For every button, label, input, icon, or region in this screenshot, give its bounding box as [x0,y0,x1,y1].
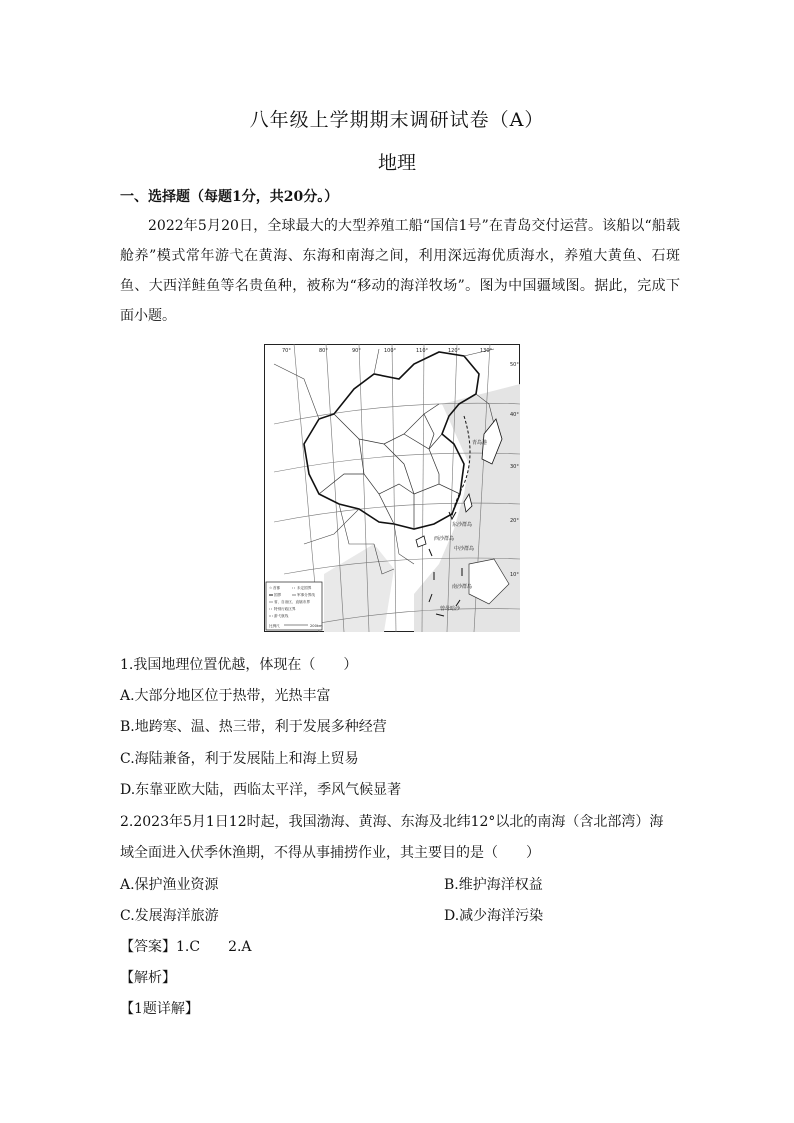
legend-province-border: 省、自治区、直辖市界 [274,600,310,604]
place-label-dongsha: 东沙群岛 [452,522,473,528]
legend-sar-border: 特别行政区界 [274,607,296,611]
exam-title: 八年级上学期期末调研试卷（A） [249,109,545,131]
question-1-stem: 1.我国地理位置优越，体现在（ ） [120,657,358,673]
question-1-option-d: D.东靠亚欧大陆，西临太平洋，季风气候显著 [120,782,402,798]
question-1-option-b: B.地跨寒、温、热三带，利于发展多种经营 [120,719,387,735]
place-label-qingdao: 青岛港 [472,440,488,446]
longitude-label: 110° [416,348,429,354]
longitude-label: 70° [282,348,291,354]
place-label-zhongsha: 中沙群岛 [454,546,475,552]
question-1-option-c: C.海陆兼备，利于发展陆上和海上贸易 [120,751,359,767]
svg-text:☆: ☆ [269,586,273,590]
exam-subject: 地理 [377,152,416,174]
detail-heading: 【1题详解】 [120,1001,199,1017]
question-2-option-a: A.保护渔业资源 [120,877,219,893]
legend-scale-value: 200km [310,624,323,628]
question-2-option-b: B.维护海洋权益 [444,877,543,893]
longitude-label: 120° [448,348,461,354]
section-heading: 一、选择题（每题1分，共20分。） [120,189,339,205]
question-2-stem-line1: 2.2023年5月1日12时起，我国渤海、黄海、东海及北纬12°以北的南海（含北部湾）海 [120,814,664,830]
place-label-xisha: 西沙群岛 [434,536,455,542]
legend-military-line: 军事分界线 [297,593,315,597]
latitude-label: 50° [510,362,519,368]
china-territory-map [264,344,520,632]
longitude-label: 100° [384,348,397,354]
latitude-label: 20° [510,518,519,524]
latitude-label: 10° [510,572,519,578]
question-2-option-c: C.发展海洋旅游 [120,908,219,924]
legend-route: 游弋航线 [274,614,289,618]
question-2-stem-line2: 域全面进入伏季休渔期，不得从事捕捞作业，其主要目的是（ ） [120,845,540,861]
latitude-label: 40° [510,412,519,418]
place-label-nansha: 南沙群岛 [452,584,473,590]
longitude-label: 80° [319,348,328,354]
question-2-option-d: D.减少海洋污染 [444,908,544,924]
legend-scale-label: 比例尺 [269,624,280,628]
longitude-label: 130° [480,348,493,354]
reading-passage: 2022年5月20日，全球最大的大型养殖工船“国信1号”在青岛交付运营。该船以“船载舱养”模式常年游弋在黄海、东海和南海之间，利用深远海优质海水，养殖大黄鱼、石斑鱼、大西洋鲑鱼等名贵鱼种，被称为“移动的海洋牧场”。图为中国疆域图。据此，完成下面小题。 [120,218,680,324]
longitude-label: 90° [352,348,361,354]
latitude-label: 30° [510,464,519,470]
map-legend [266,582,323,630]
legend-undetermined-border: 未定国界 [297,586,312,590]
analysis-heading: 【解析】 [120,970,176,986]
legend-capital: 首都 [273,586,281,590]
question-1-option-a: A.大部分地区位于热带，光热丰富 [120,688,331,704]
legend-border: 国界 [274,593,282,597]
answer-line: 【答案】1.C 2.A [120,939,252,955]
place-label-zengmu: 曾母暗沙 [440,606,461,612]
